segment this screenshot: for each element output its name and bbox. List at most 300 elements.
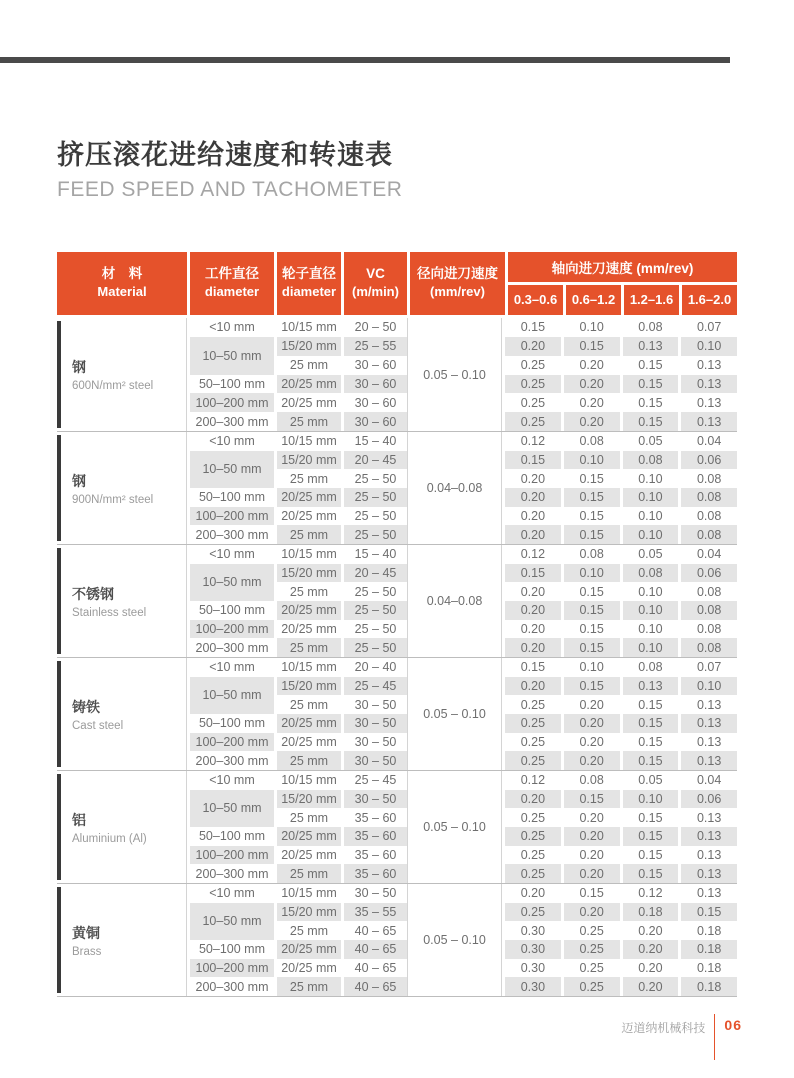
axial-value-cell: 0.20	[579, 847, 604, 862]
axial-value-cell: 0.20	[520, 584, 546, 599]
axial-value-cell: 0.15	[564, 601, 620, 620]
diameter-vc-grid	[190, 884, 404, 996]
diameter-vc-grid	[190, 432, 404, 544]
diameter-vc-grid	[190, 658, 404, 770]
axial-value-cell: 0.15	[638, 395, 663, 410]
wheel-cell: 20/25 mm	[277, 601, 341, 620]
workpiece-cell: 10–50 mm	[190, 564, 274, 601]
radial-feed-cell: 0.05 – 0.10	[407, 658, 502, 770]
material-name-zh: 铝	[72, 811, 86, 828]
axial-value-cell: 0.10	[638, 621, 663, 636]
axial-feed-grid	[505, 545, 737, 657]
vc-cell: 25 – 50	[344, 488, 407, 507]
vc-cell: 25 – 50	[354, 471, 397, 486]
vc-cell: 15 – 40	[354, 434, 397, 449]
axial-feed-grid	[505, 658, 737, 770]
axial-value-cell: 0.08	[579, 434, 604, 449]
wheel-cell: 20/25 mm	[277, 827, 341, 846]
material-block	[57, 544, 737, 657]
material-labels	[57, 471, 153, 506]
axial-feed-grid	[505, 318, 737, 431]
axial-value-cell: 0.13	[623, 337, 679, 356]
axial-value-cell: 0.15	[564, 677, 620, 696]
axial-value-cell: 0.20	[520, 471, 546, 486]
axial-value-cell: 0.30	[520, 923, 546, 938]
axial-value-cell: 0.04	[696, 547, 722, 562]
vc-cell: 25 – 45	[344, 677, 407, 696]
wheel-cell: 20/25 mm	[281, 621, 337, 636]
axial-value-cell: 0.20	[505, 638, 561, 657]
vc-cell: 40 – 65	[344, 940, 407, 959]
top-rule	[0, 57, 730, 63]
wheel-cell: 20/25 mm	[281, 508, 337, 523]
header-cell-workpiece-diameter	[190, 252, 274, 315]
axial-value-cell: 0.15	[520, 320, 546, 335]
wheel-cell: 20/25 mm	[277, 940, 341, 959]
material-name-zh: 黄铜	[72, 924, 100, 941]
axial-value-cell: 0.05	[638, 434, 663, 449]
workpiece-cell: <10 mm	[209, 660, 255, 675]
workpiece-cell: 10–50 mm	[190, 903, 274, 940]
vc-cell: 20 – 45	[344, 451, 407, 470]
axial-value-cell: 0.07	[696, 320, 722, 335]
header-wheel-zh: 轮子直径	[282, 266, 336, 282]
material-labels	[57, 584, 146, 619]
axial-value-cell: 0.20	[579, 697, 604, 712]
axial-value-cell: 0.15	[564, 638, 620, 657]
material-name-zh: 铸铁	[72, 698, 100, 715]
vc-cell: 20 – 45	[344, 564, 407, 583]
axial-value-cell: 0.20	[564, 827, 620, 846]
axial-value-cell: 0.18	[681, 977, 737, 996]
axial-value-cell: 0.25	[505, 864, 561, 883]
axial-value-cell: 0.25	[520, 358, 546, 373]
axial-value-cell: 0.15	[623, 864, 679, 883]
header-vc-zh: VC	[366, 266, 385, 282]
radial-feed-cell: 0.05 – 0.10	[407, 771, 502, 883]
axial-value-cell: 0.20	[505, 601, 561, 620]
footer-page-number: 06	[724, 1017, 742, 1033]
axial-value-cell: 0.13	[696, 886, 722, 901]
header-axial-range: 0.6–1.2	[566, 285, 621, 315]
material-block	[57, 431, 737, 544]
wheel-cell: 15/20 mm	[277, 337, 341, 356]
page-footer	[621, 1012, 742, 1060]
axial-feed-grid	[505, 432, 737, 544]
vc-cell: 20 – 50	[354, 320, 397, 335]
material-name-en: Brass	[72, 945, 102, 958]
wheel-cell: 10/15 mm	[281, 773, 337, 788]
axial-value-cell: 0.08	[681, 488, 737, 507]
workpiece-cell: 100–200 mm	[190, 846, 274, 865]
axial-value-cell: 0.15	[623, 827, 679, 846]
axial-value-cell: 0.20	[564, 864, 620, 883]
wheel-cell: 25 mm	[277, 525, 341, 544]
wheel-cell: 15/20 mm	[277, 903, 341, 922]
header-cell-vc	[344, 252, 407, 315]
vc-cell: 30 – 50	[344, 714, 407, 733]
axial-value-cell: 0.15	[638, 734, 663, 749]
axial-value-cell: 0.25	[520, 734, 546, 749]
material-cell	[57, 545, 187, 657]
wheel-cell: 25 mm	[277, 864, 341, 883]
axial-value-cell: 0.13	[696, 697, 722, 712]
axial-value-cell: 0.07	[696, 660, 722, 675]
vc-cell: 30 – 60	[344, 412, 407, 431]
material-labels	[57, 357, 153, 392]
wheel-cell: 25 mm	[277, 638, 341, 657]
axial-value-cell: 0.25	[505, 412, 561, 431]
radial-feed-cell: 0.05 – 0.10	[407, 318, 502, 431]
header-radial-zh: 径向进刀速度	[417, 266, 498, 282]
axial-value-cell: 0.13	[681, 714, 737, 733]
header-axial-range: 0.3–0.6	[508, 285, 563, 315]
wheel-cell: 10/15 mm	[281, 320, 337, 335]
vc-cell: 40 – 65	[344, 977, 407, 996]
vc-cell: 30 – 50	[354, 697, 397, 712]
axial-value-cell: 0.10	[638, 508, 663, 523]
vc-cell: 35 – 60	[344, 864, 407, 883]
table-body	[57, 318, 737, 997]
axial-value-cell: 0.08	[579, 773, 604, 788]
wheel-cell: 15/20 mm	[277, 790, 341, 809]
vc-cell: 20 – 40	[354, 660, 397, 675]
workpiece-cell: 50–100 mm	[198, 490, 265, 505]
material-cell	[57, 318, 187, 431]
axial-feed-grid	[505, 771, 737, 883]
material-accent-bar	[57, 887, 61, 993]
vc-cell: 30 – 60	[354, 358, 397, 373]
header-vc-en: (m/min)	[352, 284, 399, 300]
wheel-cell: 20/25 mm	[281, 395, 337, 410]
header-cell-wheel-diameter	[277, 252, 341, 315]
workpiece-cell: 10–50 mm	[190, 677, 274, 714]
axial-value-cell: 0.30	[520, 960, 546, 975]
header-axial-ranges	[508, 285, 737, 315]
axial-value-cell: 0.10	[579, 320, 604, 335]
axial-value-cell: 0.08	[638, 320, 663, 335]
axial-value-cell: 0.15	[520, 660, 546, 675]
header-axial-range: 1.2–1.6	[624, 285, 679, 315]
wheel-cell: 25 mm	[289, 923, 329, 938]
axial-value-cell: 0.10	[564, 564, 620, 583]
axial-value-cell: 0.20	[623, 977, 679, 996]
workpiece-cell: 100–200 mm	[190, 959, 274, 978]
workpiece-cell: 200–300 mm	[195, 753, 269, 768]
axial-value-cell: 0.20	[564, 375, 620, 394]
axial-value-cell: 0.08	[696, 471, 722, 486]
axial-value-cell: 0.20	[638, 960, 663, 975]
axial-value-cell: 0.15	[638, 358, 663, 373]
vc-cell: 30 – 50	[344, 790, 407, 809]
vc-cell: 25 – 45	[354, 773, 397, 788]
axial-value-cell: 0.10	[579, 660, 604, 675]
axial-value-cell: 0.08	[579, 547, 604, 562]
wheel-cell: 25 mm	[289, 810, 329, 825]
axial-value-cell: 0.13	[696, 847, 722, 862]
axial-value-cell: 0.25	[579, 923, 604, 938]
axial-value-cell: 0.20	[564, 903, 620, 922]
axial-value-cell: 0.25	[520, 697, 546, 712]
workpiece-cell: 10–50 mm	[190, 790, 274, 827]
material-accent-bar	[57, 321, 61, 428]
axial-value-cell: 0.10	[681, 677, 737, 696]
axial-value-cell: 0.20	[505, 677, 561, 696]
axial-value-cell: 0.20	[520, 508, 546, 523]
axial-value-cell: 0.20	[505, 790, 561, 809]
wheel-cell: 10/15 mm	[281, 886, 337, 901]
axial-value-cell: 0.15	[638, 847, 663, 862]
material-name-zh: 钢	[72, 359, 86, 375]
axial-value-cell: 0.08	[623, 451, 679, 470]
axial-value-cell: 0.20	[564, 751, 620, 770]
page-title: 挤压滚花进给速度和转速表	[57, 140, 393, 170]
wheel-cell: 25 mm	[289, 471, 329, 486]
header-wheel-en: diameter	[281, 284, 337, 300]
axial-value-cell: 0.13	[696, 358, 722, 373]
axial-value-cell: 0.20	[505, 337, 561, 356]
title-block	[57, 133, 402, 202]
axial-value-cell: 0.08	[681, 601, 737, 620]
wheel-cell: 20/25 mm	[281, 960, 337, 975]
axial-value-cell: 0.08	[681, 525, 737, 544]
axial-value-cell: 0.10	[564, 451, 620, 470]
material-labels	[57, 923, 101, 958]
axial-value-cell: 0.10	[623, 488, 679, 507]
wheel-cell: 20/25 mm	[281, 847, 337, 862]
material-name-en: 900N/mm² steel	[72, 493, 154, 506]
axial-value-cell: 0.25	[505, 751, 561, 770]
feed-speed-table	[57, 252, 737, 997]
workpiece-cell: 200–300 mm	[195, 527, 269, 542]
axial-value-cell: 0.15	[505, 451, 561, 470]
axial-value-cell: 0.04	[696, 434, 722, 449]
workpiece-cell: 10–50 mm	[190, 451, 274, 488]
workpiece-cell: 100–200 mm	[190, 393, 274, 412]
axial-value-cell: 0.15	[638, 697, 663, 712]
footer-company: 迈道纳机械科技	[621, 1021, 706, 1035]
vc-cell: 40 – 65	[354, 923, 397, 938]
material-name-en: Cast steel	[72, 719, 124, 732]
axial-value-cell: 0.30	[505, 977, 561, 996]
axial-value-cell: 0.15	[564, 525, 620, 544]
footer-divider	[714, 1014, 715, 1060]
axial-value-cell: 0.12	[638, 886, 663, 901]
workpiece-cell: 200–300 mm	[195, 414, 269, 429]
diameter-vc-grid	[190, 318, 404, 431]
material-block	[57, 318, 737, 431]
material-cell	[57, 658, 187, 770]
axial-value-cell: 0.10	[623, 638, 679, 657]
header-axial-range: 1.6–2.0	[682, 285, 737, 315]
axial-value-cell: 0.08	[623, 564, 679, 583]
axial-value-cell: 0.10	[681, 337, 737, 356]
vc-cell: 30 – 50	[354, 886, 397, 901]
workpiece-cell: 100–200 mm	[190, 507, 274, 526]
axial-value-cell: 0.20	[638, 923, 663, 938]
material-name-zh: 不锈钢	[72, 585, 114, 602]
vc-cell: 30 – 60	[344, 375, 407, 394]
vc-cell: 25 – 50	[354, 584, 397, 599]
vc-cell: 30 – 50	[354, 734, 397, 749]
wheel-cell: 15/20 mm	[277, 451, 341, 470]
axial-value-cell: 0.13	[696, 810, 722, 825]
material-accent-bar	[57, 661, 61, 767]
axial-value-cell: 0.13	[696, 395, 722, 410]
wheel-cell: 25 mm	[277, 412, 341, 431]
header-cell-radial-feed	[410, 252, 505, 315]
workpiece-cell: 100–200 mm	[190, 620, 274, 639]
workpiece-cell: <10 mm	[209, 547, 255, 562]
axial-value-cell: 0.18	[681, 940, 737, 959]
axial-value-cell: 0.15	[681, 903, 737, 922]
axial-value-cell: 0.25	[520, 395, 546, 410]
wheel-cell: 25 mm	[289, 584, 329, 599]
header-axial-label: 轴向进刀速度 (mm/rev)	[508, 252, 737, 282]
workpiece-cell: 200–300 mm	[195, 979, 269, 994]
axial-value-cell: 0.04	[696, 773, 722, 788]
axial-value-cell: 0.15	[623, 375, 679, 394]
header-workpiece-en: diameter	[204, 284, 260, 300]
material-accent-bar	[57, 435, 61, 541]
axial-value-cell: 0.13	[681, 412, 737, 431]
axial-value-cell: 0.18	[623, 903, 679, 922]
material-block	[57, 883, 737, 996]
header-cell-material	[57, 252, 187, 315]
axial-value-cell: 0.12	[520, 773, 546, 788]
workpiece-cell: 10–50 mm	[190, 337, 274, 375]
axial-value-cell: 0.20	[564, 412, 620, 431]
wheel-cell: 10/15 mm	[281, 547, 337, 562]
axial-value-cell: 0.25	[505, 827, 561, 846]
vc-cell: 25 – 50	[354, 508, 397, 523]
wheel-cell: 25 mm	[289, 697, 329, 712]
axial-value-cell: 0.18	[696, 960, 722, 975]
material-name-en: 600N/mm² steel	[72, 380, 154, 392]
workpiece-cell: 50–100 mm	[198, 376, 265, 391]
axial-value-cell: 0.15	[505, 564, 561, 583]
vc-cell: 40 – 65	[354, 960, 397, 975]
wheel-cell: 15/20 mm	[277, 677, 341, 696]
material-cell	[57, 432, 187, 544]
axial-value-cell: 0.10	[623, 525, 679, 544]
material-labels	[57, 697, 123, 732]
axial-value-cell: 0.08	[681, 638, 737, 657]
workpiece-cell: 50–100 mm	[198, 603, 265, 618]
radial-feed-cell: 0.04–0.08	[407, 545, 502, 657]
axial-value-cell: 0.08	[696, 621, 722, 636]
axial-value-cell: 0.10	[623, 790, 679, 809]
axial-value-cell: 0.15	[579, 886, 604, 901]
axial-value-cell: 0.25	[520, 847, 546, 862]
axial-value-cell: 0.12	[520, 434, 546, 449]
vc-cell: 25 – 55	[344, 337, 407, 356]
workpiece-cell: 50–100 mm	[198, 829, 265, 844]
axial-value-cell: 0.20	[579, 395, 604, 410]
axial-value-cell: 0.15	[579, 621, 604, 636]
axial-value-cell: 0.13	[681, 751, 737, 770]
material-name-en: Stainless steel	[72, 606, 147, 619]
axial-value-cell: 0.25	[579, 960, 604, 975]
axial-value-cell: 0.20	[623, 940, 679, 959]
wheel-cell: 25 mm	[277, 977, 341, 996]
axial-value-cell: 0.10	[638, 584, 663, 599]
axial-value-cell: 0.25	[505, 714, 561, 733]
header-axial-group	[508, 252, 737, 315]
axial-value-cell: 0.25	[564, 977, 620, 996]
axial-value-cell: 0.20	[505, 525, 561, 544]
vc-cell: 35 – 55	[344, 903, 407, 922]
axial-value-cell: 0.20	[520, 621, 546, 636]
axial-value-cell: 0.15	[564, 488, 620, 507]
axial-value-cell: 0.08	[638, 660, 663, 675]
vc-cell: 30 – 60	[354, 395, 397, 410]
vc-cell: 15 – 40	[354, 547, 397, 562]
workpiece-cell: <10 mm	[209, 886, 255, 901]
header-material-zh: 材 料	[101, 266, 143, 282]
axial-value-cell: 0.10	[623, 601, 679, 620]
wheel-cell: 20/25 mm	[277, 714, 341, 733]
vc-cell: 25 – 50	[354, 621, 397, 636]
material-cell	[57, 771, 187, 883]
axial-value-cell: 0.05	[638, 773, 663, 788]
material-block	[57, 657, 737, 770]
wheel-cell: 10/15 mm	[281, 660, 337, 675]
axial-value-cell: 0.20	[520, 886, 546, 901]
workpiece-cell: <10 mm	[209, 320, 255, 335]
axial-value-cell: 0.25	[520, 810, 546, 825]
axial-value-cell: 0.06	[681, 451, 737, 470]
wheel-cell: 15/20 mm	[277, 564, 341, 583]
axial-value-cell: 0.10	[638, 471, 663, 486]
axial-value-cell: 0.20	[579, 734, 604, 749]
vc-cell: 35 – 60	[344, 827, 407, 846]
workpiece-cell: <10 mm	[209, 773, 255, 788]
axial-value-cell: 0.15	[579, 508, 604, 523]
axial-feed-grid	[505, 884, 737, 996]
axial-value-cell: 0.25	[505, 903, 561, 922]
vc-cell: 25 – 50	[344, 638, 407, 657]
diameter-vc-grid	[190, 545, 404, 657]
axial-value-cell: 0.05	[638, 547, 663, 562]
material-cell	[57, 884, 187, 996]
vc-cell: 35 – 60	[354, 810, 397, 825]
radial-feed-cell: 0.04–0.08	[407, 432, 502, 544]
material-block	[57, 770, 737, 883]
axial-value-cell: 0.13	[696, 734, 722, 749]
wheel-cell: 20/25 mm	[281, 734, 337, 749]
wheel-cell: 25 mm	[277, 751, 341, 770]
axial-value-cell: 0.25	[505, 375, 561, 394]
material-accent-bar	[57, 774, 61, 880]
axial-value-cell: 0.08	[696, 584, 722, 599]
wheel-cell: 20/25 mm	[277, 375, 341, 394]
axial-value-cell: 0.13	[681, 864, 737, 883]
axial-value-cell: 0.20	[579, 810, 604, 825]
wheel-cell: 10/15 mm	[281, 434, 337, 449]
axial-value-cell: 0.15	[638, 810, 663, 825]
material-labels	[57, 810, 147, 845]
vc-cell: 35 – 60	[354, 847, 397, 862]
axial-value-cell: 0.20	[579, 358, 604, 373]
workpiece-cell: 100–200 mm	[190, 733, 274, 752]
axial-value-cell: 0.15	[623, 412, 679, 431]
axial-value-cell: 0.15	[579, 471, 604, 486]
axial-value-cell: 0.15	[623, 714, 679, 733]
header-radial-en: (mm/rev)	[430, 284, 485, 300]
vc-cell: 25 – 50	[344, 601, 407, 620]
axial-value-cell: 0.13	[681, 827, 737, 846]
